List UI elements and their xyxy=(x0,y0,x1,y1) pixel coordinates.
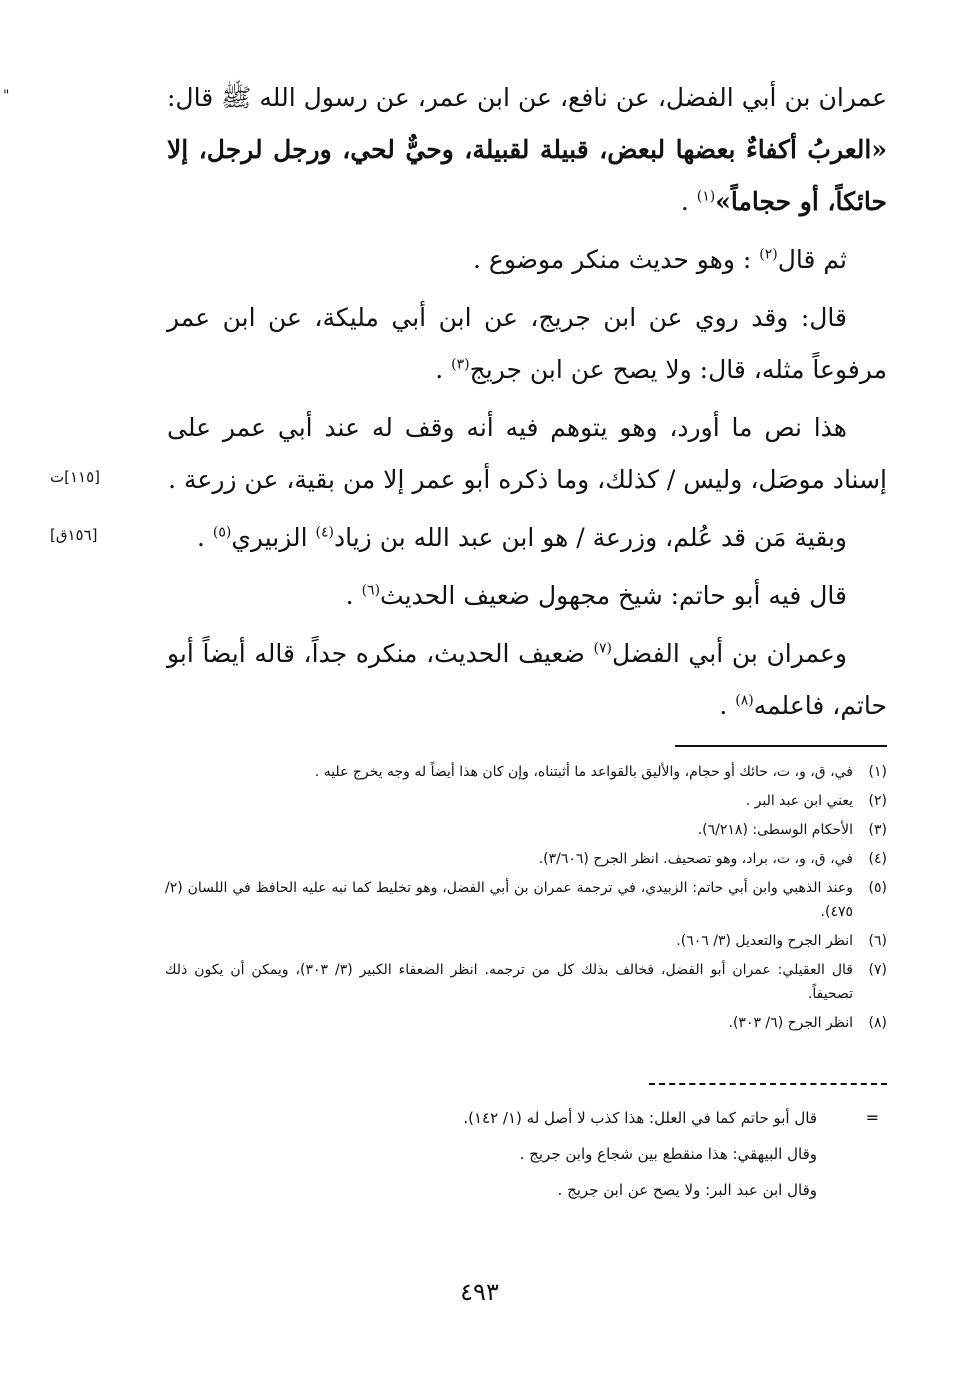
footnote-text: قال العقيلي: عمران أبو الفضل، فخالف بذلك كل من ترجمه. انظر الضعفاء الكبير (٣/ ٣٠٣)، ويمكن أن يكون ذلك تصحيفاً. xyxy=(165,962,853,1002)
footnote-text: انظر الجرح والتعديل (٣/ ٦٠٦). xyxy=(676,933,853,949)
paragraph-4: هذا نص ما أورد، وهو يتوهم فيه أنه وقف له عند أبي عمر على إسناد موصَل، وليس / كذلك، وما ذكره أبو عمر إلا من بقية، عن زرعة . xyxy=(167,413,887,494)
continuation-lines xyxy=(179,1100,817,1208)
main-text xyxy=(167,72,887,738)
footnote-ref-3[interactable]: (٣) xyxy=(451,356,470,373)
manuscript-folio-ref: [١٥٦ق] xyxy=(50,526,98,544)
paragraph-6: قال فيه أبو حاتم: شيخ مجهول ضعيف الحديث$^{(٦)}$ . xyxy=(345,581,847,610)
footnote-item xyxy=(165,789,887,813)
continuation-line: وقال ابن عبد البر: ولا يصح عن ابن جريج . xyxy=(557,1181,817,1199)
continuation-line: وقال البيهقي: هذا منقطع بين شجاع وابن جريج . xyxy=(519,1145,817,1163)
footnote-item xyxy=(165,760,887,784)
footnote-number: (٦) xyxy=(868,933,887,949)
footnote-text: في، ق، و، ت، حائك أو حجام، والأليق بالقواعد ما أثبتناه، وإن كان هذا أيضاً له وجه يخرج عليه . xyxy=(314,764,853,780)
footnote-divider xyxy=(675,745,887,747)
footnote-item xyxy=(165,847,887,871)
footnotes xyxy=(165,760,887,1040)
footnote-ref-5[interactable]: (٥) xyxy=(212,524,232,541)
continuation-mark: = xyxy=(865,1108,879,1127)
page-number: ٤٩٣ xyxy=(460,1278,499,1306)
footnote-text: الأحكام الوسطى: (٦/٢١٨). xyxy=(697,822,853,838)
footnote-item xyxy=(165,929,887,953)
paragraph-2: ثم قال$^{(٢)}$ : وهو حديث منكر موضوع . xyxy=(473,245,847,274)
footnote-number: (٥) xyxy=(868,880,887,896)
footnote-item xyxy=(165,1011,887,1035)
footnote-ref-4[interactable]: (٤) xyxy=(315,524,334,541)
footnote-text: يعني ابن عبد البر . xyxy=(745,793,853,809)
footnote-number: (٨) xyxy=(868,1015,887,1031)
footnote-item xyxy=(165,876,887,924)
footnote-text: انظر الجرح (٦/ ٣٠٣). xyxy=(728,1015,853,1031)
footnote-ref-7[interactable]: (٧) xyxy=(593,640,612,657)
footnote-number: (١) xyxy=(868,764,887,780)
footnote-text: في، ق، و، ت، براد، وهو تصحيف. انظر الجرح (٣/٦٠٦). xyxy=(538,851,853,867)
manuscript-folio-ref: [١١٥]ت xyxy=(50,468,101,486)
footnote-ref-8[interactable]: (٨) xyxy=(735,692,754,709)
footnote-text: وعند الذهبي وابن أبي حاتم: الزبيدي، في ترجمة عمران بن أبي الفضل، وهو تخليط كما نبه عليه الحافظ في اللسان (٢/ ٤٧٥). xyxy=(165,880,853,920)
continuation-line: قال أبو حاتم كما في العلل: هذا كذب لا أصل له (١/ ١٤٢). xyxy=(463,1109,817,1127)
footnote-number: (٤) xyxy=(868,851,887,867)
footnote-number: (٧) xyxy=(868,962,887,978)
paragraph-1: عمران بن أبي الفضل، عن نافع، عن ابن عمر، عن رسول الله ﷺ قال: «العربُ أكفاءٌ بعضها لبعض، قبيلة لقبيلة، وحيٌّ لحي، ورجل لرجل، إلا حائكاً، أو حجاماً»$^{(١)}$ . xyxy=(167,83,887,216)
footnote-number: (٢) xyxy=(868,793,887,809)
footnote-ref-2[interactable]: (٢) xyxy=(759,246,778,263)
continued-footnote xyxy=(179,1100,879,1208)
paragraph-3: قال: وقد روي عن ابن جريج، عن ابن أبي مليكة، عن ابن عمر مرفوعاً مثله، قال: ولا يصح عن ابن جريج$^{(٣)}$ . xyxy=(167,303,887,384)
paragraph-7: وعمران بن أبي الفضل$^{(٧)}$ ضعيف الحديث، منكره جداً، قاله أيضاً أبو حاتم، فاعلمه$^{(٨)}$ . xyxy=(167,639,887,720)
footnote-item xyxy=(165,958,887,1006)
margin-mark: " xyxy=(3,88,10,104)
footnote-ref-1[interactable]: (١) xyxy=(696,188,716,205)
footnote-item xyxy=(165,818,887,842)
continuation-divider xyxy=(649,1083,887,1085)
footnote-ref-6[interactable]: (٦) xyxy=(361,582,381,599)
paragraph-5: وبقية مَن قد عُلم، وزرعة / هو ابن عبد الله بن زياد$^{(٤)}$ الزبيري$^{(٥)}$ . xyxy=(196,523,847,552)
footnote-number: (٣) xyxy=(868,822,887,838)
hadith-quote: «العربُ أكفاءٌ بعضها لبعض، قبيلة لقبيلة، وحيٌّ لحي، ورجل لرجل، إلا حائكاً، أو حجاماً» xyxy=(167,135,887,216)
